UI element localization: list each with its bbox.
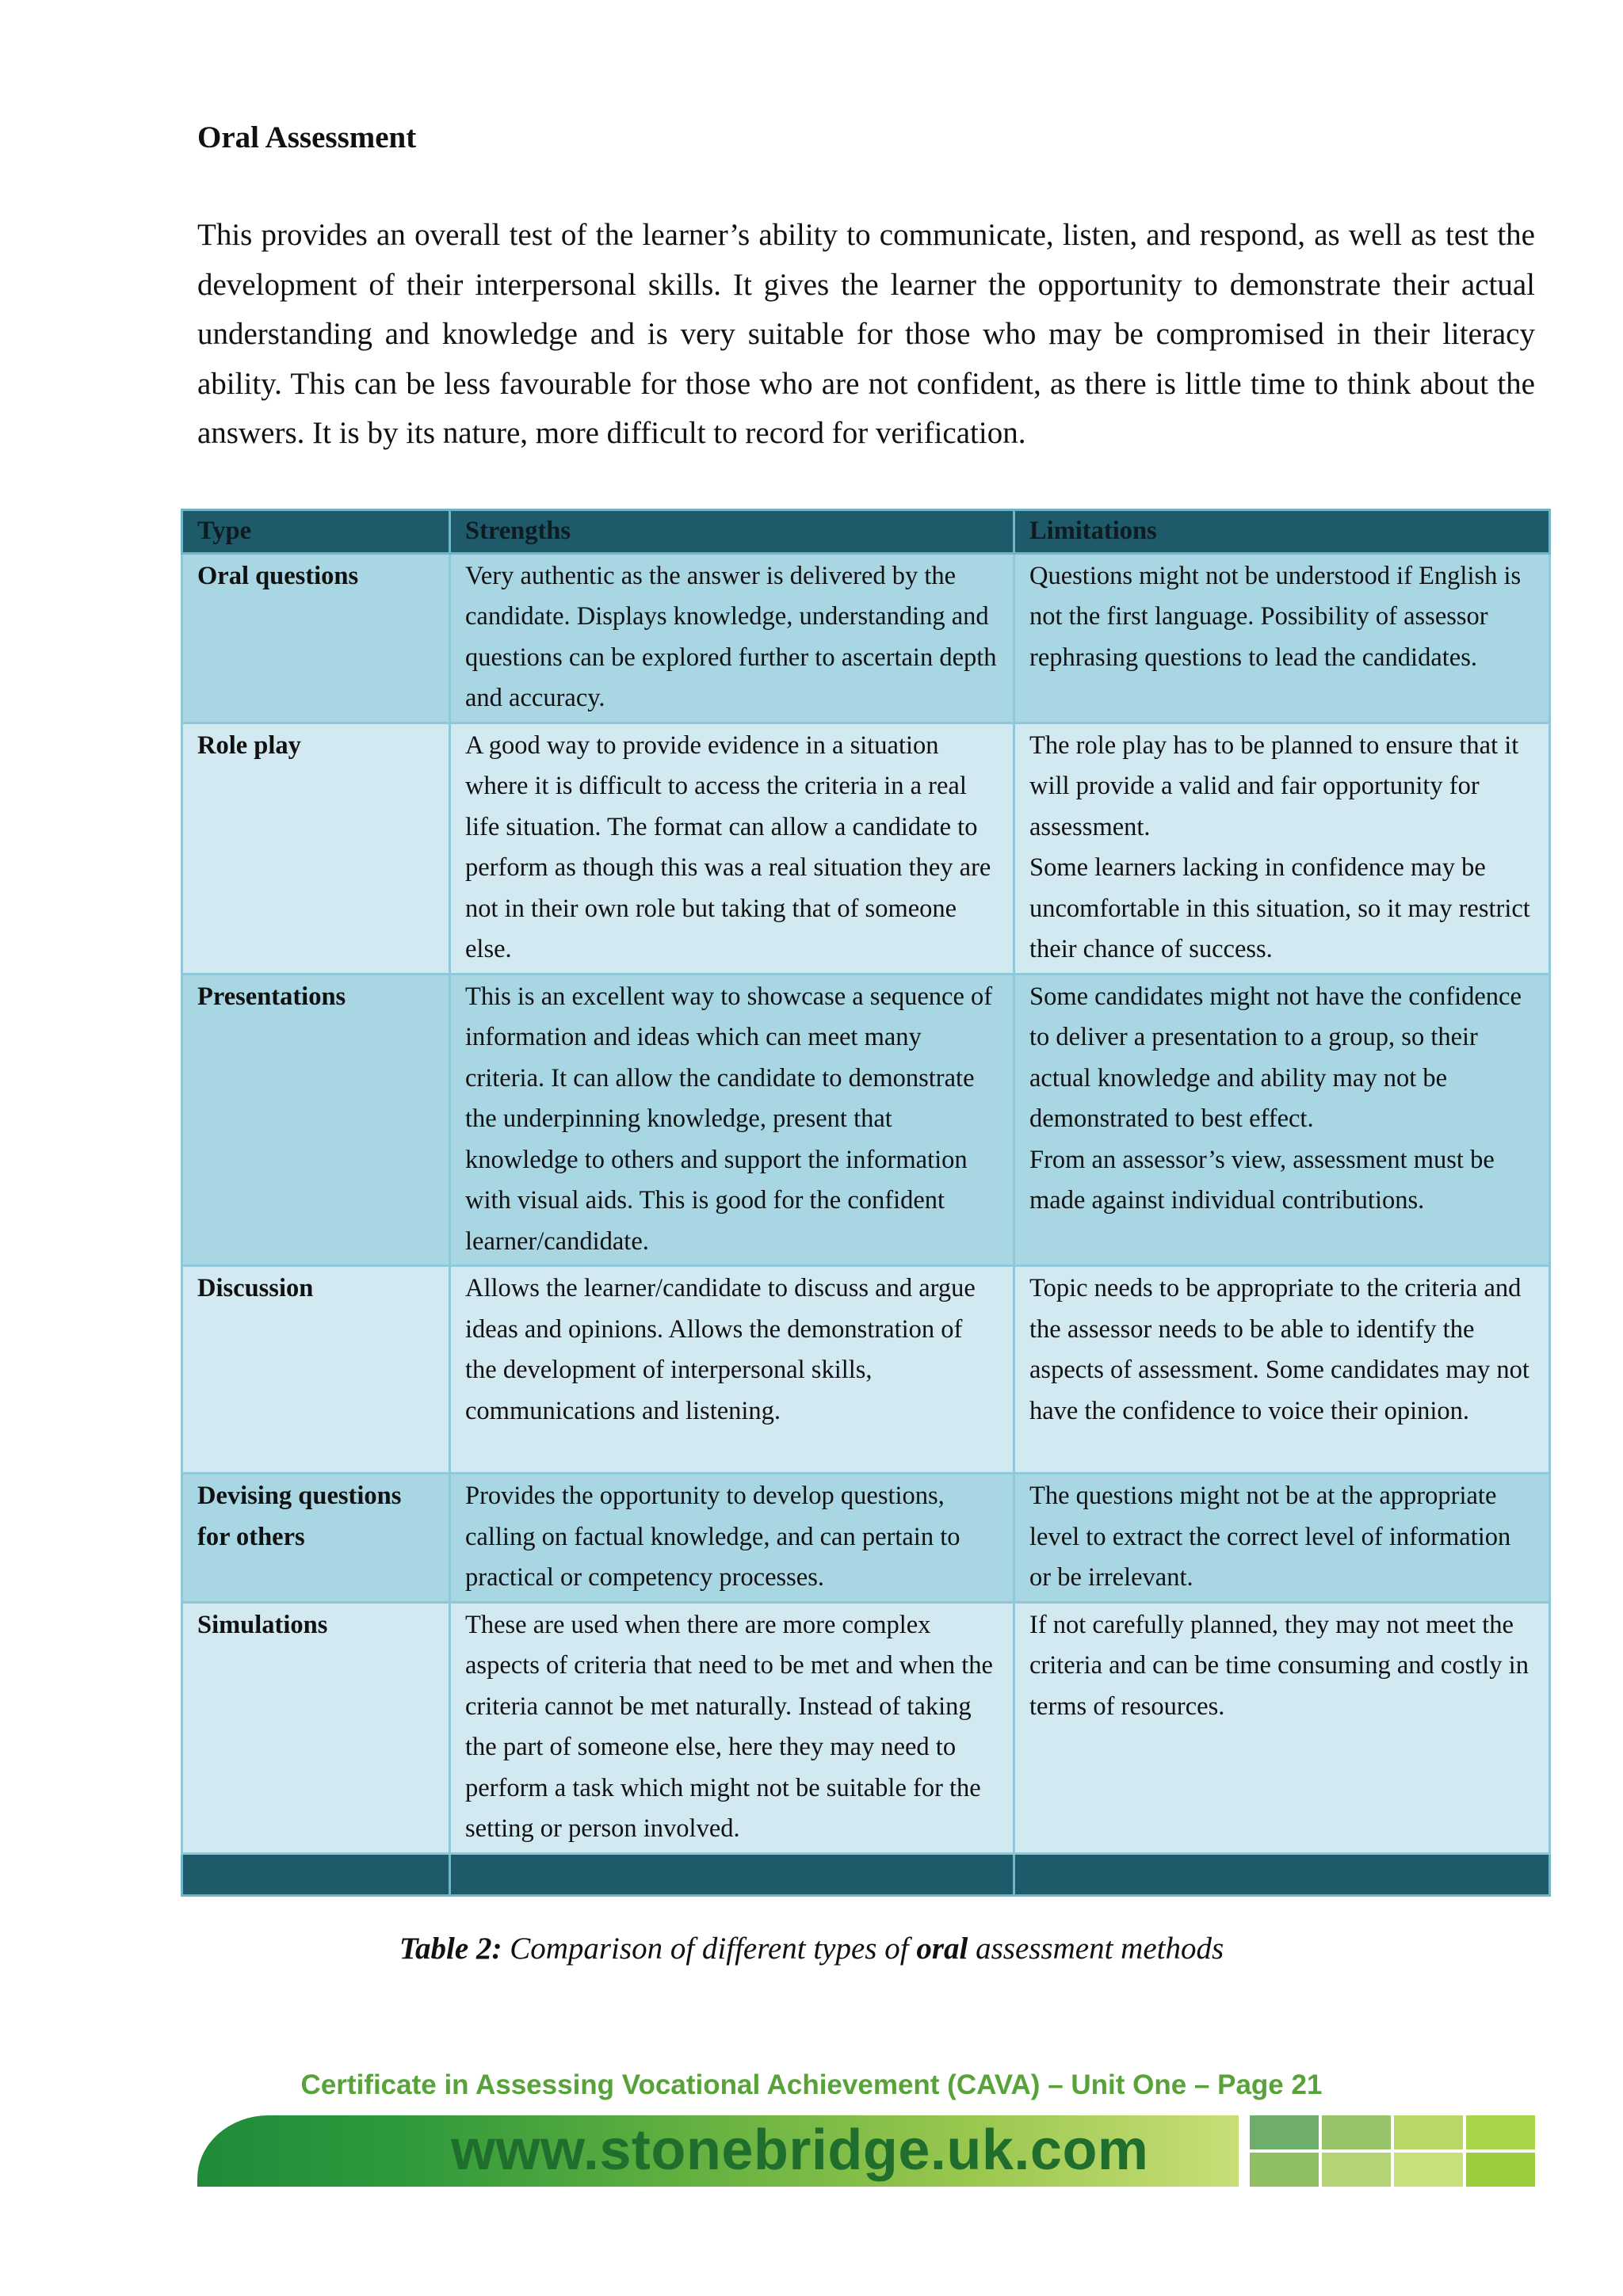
table-row	[182, 553, 1550, 723]
footer-cell	[182, 1853, 450, 1895]
table-caption	[0, 1927, 1623, 1971]
banner-tile	[1322, 2115, 1391, 2149]
row-strengths: Very authentic as the answer is delivered by the candidate. Displays knowledge, understanding and questions can be explored further to ascertain depth and accuracy.	[450, 553, 1014, 723]
footer-banner	[197, 2115, 1535, 2187]
banner-tile	[1394, 2153, 1463, 2187]
table-row	[182, 1266, 1550, 1474]
banner-tile-grid	[1250, 2115, 1535, 2187]
row-type: Discussion	[182, 1266, 450, 1474]
banner-tile	[1466, 2115, 1535, 2149]
row-strengths: A good way to provide evidence in a situation where it is difficult to access the criteria in a real life situation. The format can allow a candidate to perform as though this was a real situation they are not in their own role but taking that of someone else.	[450, 723, 1014, 974]
header-type: Type	[182, 510, 450, 554]
caption-label: Table 2:	[399, 1932, 502, 1966]
banner-tile	[1394, 2115, 1463, 2149]
oral-assessment-table	[181, 509, 1551, 1897]
row-strengths: This is an excellent way to showcase a sequence of information and ideas which can meet many criteria. It can allow the candidate to demonstrate the underpinning knowledge, present that knowledge to others and support the information with visual aids. This is good for the confident learner/candidate.	[450, 974, 1014, 1266]
table-footer-row	[182, 1853, 1550, 1895]
banner-tile	[1466, 2153, 1535, 2187]
row-type: Presentations	[182, 974, 450, 1266]
caption-bold-word: oral	[916, 1932, 968, 1966]
row-strengths: These are used when there are more complex aspects of criteria that need to be met and when the criteria cannot be met naturally. Instead of taking the part of someone else, here they may need to perform a task which might not be suitable for the setting or person involved.	[450, 1602, 1014, 1853]
row-type: Simulations	[182, 1602, 450, 1853]
header-limitations: Limitations	[1014, 510, 1550, 554]
banner-tile	[1250, 2153, 1319, 2187]
caption-text-before: Comparison of different types of	[502, 1932, 917, 1966]
row-strengths: Provides the opportunity to develop questions, calling on factual knowledge, and can pertain to practical or competency processes.	[450, 1474, 1014, 1603]
row-limitations: The questions might not be at the appropriate level to extract the correct level of information or be irrelevant.	[1014, 1474, 1550, 1603]
row-limitations: The role play has to be planned to ensure that it will provide a valid and fair opportunity for assessment. Some learners lacking in confidence may be uncomfortable in this situation, so it may restrict their chance of success.	[1014, 723, 1550, 974]
banner-tile	[1322, 2153, 1391, 2187]
caption-text-after: assessment methods	[968, 1932, 1224, 1966]
row-type: Oral questions	[182, 553, 450, 723]
banner-tile	[1250, 2115, 1319, 2149]
table-header-row	[182, 510, 1550, 554]
assessment-table-wrapper	[181, 509, 1549, 1897]
table-row	[182, 1474, 1550, 1603]
row-limitations: Some candidates might not have the confidence to deliver a presentation to a group, so their actual knowledge and ability may not be demonstrated to best effect. From an assessor’s view, assessment must be made against individual contributions.	[1014, 974, 1550, 1266]
row-type: Role play	[182, 723, 450, 974]
row-strengths: Allows the learner/candidate to discuss and argue ideas and opinions. Allows the demonstration of the development of interpersonal skills, communications and listening.	[450, 1266, 1014, 1474]
table-row	[182, 974, 1550, 1266]
website-link[interactable]: www.stonebridge.uk.com	[451, 2119, 1149, 2182]
header-strengths: Strengths	[450, 510, 1014, 554]
section-heading: Oral Assessment	[197, 120, 417, 154]
footer-cell	[1014, 1853, 1550, 1895]
row-limitations: Topic needs to be appropriate to the criteria and the assessor needs to be able to identify the aspects of assessment. Some candidates may not have the confidence to voice their opinion.	[1014, 1266, 1550, 1474]
footer-cell	[450, 1853, 1014, 1895]
row-limitations: If not carefully planned, they may not meet the criteria and can be time consuming and costly in terms of resources.	[1014, 1602, 1550, 1853]
row-type: Devising questions for others	[182, 1474, 450, 1603]
row-limitations: Questions might not be understood if English is not the first language. Possibility of assessor rephrasing questions to lead the candidates.	[1014, 553, 1550, 723]
table-row	[182, 1602, 1550, 1853]
intro-paragraph: This provides an overall test of the learner’s ability to communicate, listen, and respond, as well as test the development of their interpersonal skills. It gives the learner the opportunity to demonstrate their actual understanding and knowledge and is very suitable for those who may be compromised in their literacy ability. This can be less favourable for those who are not confident, as there is little time to think about the answers. It is by its nature, more difficult to record for verification.	[197, 218, 1535, 450]
table-row	[182, 723, 1550, 974]
footer-title: Certificate in Assessing Vocational Achievement (CAVA) – Unit One – Page 21	[300, 2069, 1323, 2100]
